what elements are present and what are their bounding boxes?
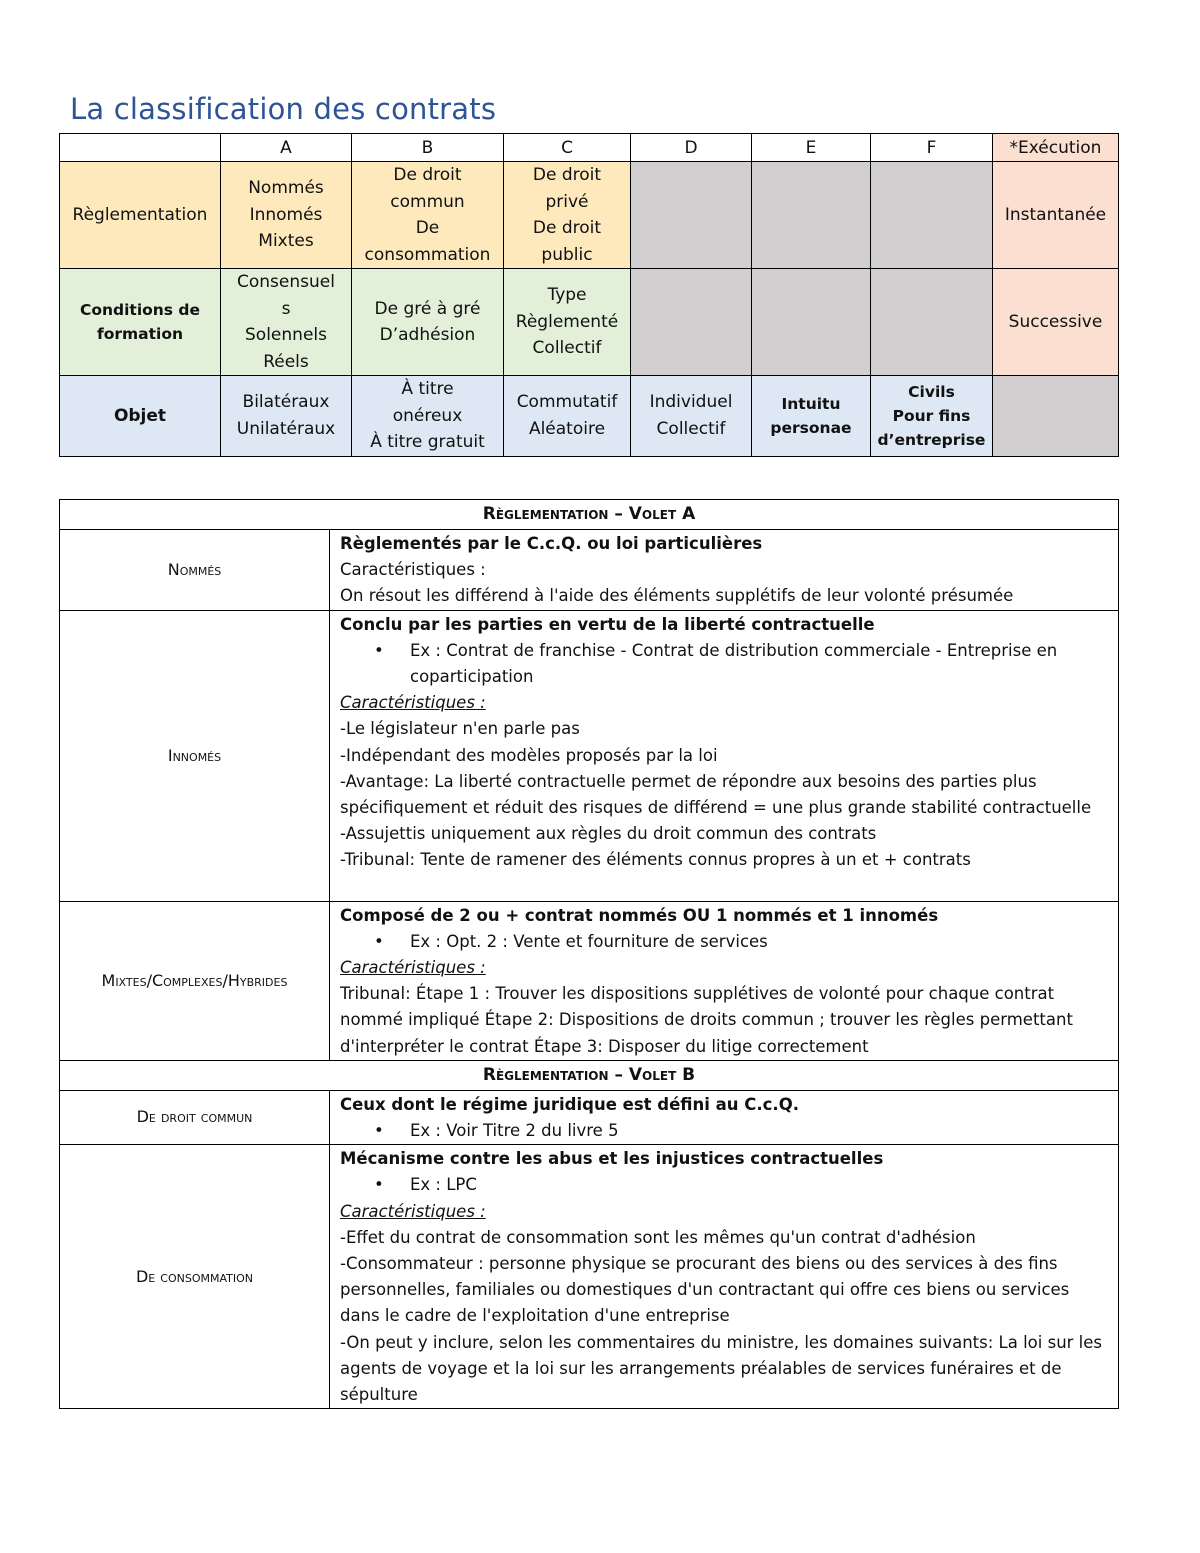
row-label-consommation: De consommation [60, 1145, 330, 1409]
row-label-innomes: Innomés [60, 610, 330, 901]
cell-empty [752, 162, 871, 269]
content-line: -Consommateur : personne physique se procurant des biens ou des services à des fins personnelles, familiales ou domestiques d'un contractant qui offre ces biens ou services dans le cadre de l'exploitation d'une entreprise [340, 1254, 1070, 1326]
content-mixtes [330, 901, 1119, 1060]
cell-line: s [281, 298, 291, 319]
cell-reglementation-a [221, 162, 352, 269]
row-conditions [60, 269, 1119, 376]
cell-line: Pour fins [892, 406, 971, 425]
detail-row-nommes [60, 530, 1119, 611]
detail-row-droit-commun [60, 1090, 1119, 1144]
content-line: -Tribunal: Tente de ramener des éléments connus propres à un et + contrats [340, 850, 971, 870]
cell-line: Unilatéraux [236, 418, 336, 439]
cell-line: D’adhésion [379, 325, 476, 345]
bullet-item [340, 638, 1110, 690]
cell-line: Règlementé [515, 311, 619, 332]
cell-line: Collectif [532, 338, 602, 359]
content-subheading: Caractéristiques : [340, 693, 486, 713]
cell-objet-a [221, 376, 352, 457]
cell-line: Innomés [249, 204, 323, 225]
cell-line: À titre gratuit [370, 432, 485, 452]
cell-line: privé [545, 191, 589, 212]
bullet-text: Ex : Voir Titre 2 du livre 5 [410, 1121, 619, 1141]
content-droit-commun [330, 1090, 1119, 1144]
header-cell: E [752, 134, 871, 162]
cell-line: Aléatoire [528, 418, 606, 439]
header-cell: B [352, 134, 504, 162]
cell-execution-instantanee: Instantanée [993, 162, 1119, 269]
cell-line: À titre [401, 379, 454, 399]
content-innomes [330, 610, 1119, 901]
cell-line: Commutatif [516, 392, 618, 413]
cell-line: Collectif [656, 418, 726, 439]
content-line: -Le législateur n'en parle pas [340, 719, 580, 739]
row-objet [60, 376, 1119, 457]
cell-line: Type [547, 285, 587, 306]
header-cell [60, 134, 221, 162]
cell-empty [871, 162, 993, 269]
header-cell: D [631, 134, 752, 162]
content-heading: Règlementés par le C.c.Q. ou loi particulières [340, 534, 763, 553]
page-title: La classification des contrats [70, 92, 497, 126]
cell-line: Réels [263, 351, 309, 372]
content-line: -On peut y inclure, selon les commentaires du ministre, les domaines suivants: La loi sur les agents de voyage et la loi sur les arrangements préalables de services funéraires et de sépulture [340, 1332, 1103, 1405]
detail-row-consommation [60, 1145, 1119, 1409]
cell-line: Conditions de [79, 301, 201, 319]
detail-row-mixtes [60, 901, 1119, 1060]
cell-objet-c [504, 376, 631, 457]
cell-line: public [541, 244, 593, 265]
section-row [60, 500, 1119, 530]
cell-line: onéreux [392, 405, 463, 426]
content-line: -Effet du contrat de consommation sont les mêmes qu'un contrat d'adhésion [340, 1227, 976, 1247]
cell-line: Civils [908, 382, 955, 401]
content-heading: Mécanisme contre les abus et les injustices contractuelles [340, 1149, 884, 1169]
content-subheading: Caractéristiques : [340, 958, 486, 978]
bullet-item [340, 1172, 1110, 1198]
row-label-reglementation: Règlementation [60, 162, 221, 269]
header-cell: C [504, 134, 631, 162]
classification-table [59, 133, 1119, 457]
row-label-droit-commun: De droit commun [60, 1090, 330, 1144]
detail-row-innomes [60, 610, 1119, 901]
row-label-objet: Objet [60, 376, 221, 457]
cell-line: De gré à gré [374, 298, 481, 319]
bullet-item [340, 929, 1110, 955]
cell-line: Consensuel [237, 272, 335, 292]
row-label-nommes: Nommés [60, 530, 330, 611]
cell-conditions-a [221, 269, 352, 376]
bullet-item [340, 1118, 1110, 1144]
bullet-icon: • [374, 1121, 384, 1141]
cell-reglementation-c [504, 162, 631, 269]
row-reglementation [60, 162, 1119, 269]
bullet-icon: • [374, 931, 384, 951]
cell-empty [631, 162, 752, 269]
content-subheading: Caractéristiques : [340, 1201, 486, 1221]
content-line: -Assujettis uniquement aux règles du droit commun des contrats [340, 824, 877, 844]
cell-empty [993, 376, 1119, 457]
detail-table [59, 499, 1119, 1409]
cell-objet-b [352, 376, 504, 457]
content-line: Caractéristiques : [340, 560, 486, 580]
content-line: Tribunal: Étape 1 : Trouver les dispositions supplétives de volonté pour chaque contrat nommé impliqué Étape 2: Dispositions de droits commun ; trouver les règles permettant d'interpréter le contrat Étape 3: Disposer du litige correctement [340, 984, 1073, 1056]
content-nommes [330, 530, 1119, 611]
section-row [60, 1060, 1119, 1090]
bullet-text: Ex : LPC [410, 1175, 477, 1195]
content-heading: Ceux dont le régime juridique est défini au C.c.Q. [340, 1094, 799, 1114]
bullet-icon: • [374, 640, 384, 660]
content-line: -Avantage: La liberté contractuelle permet de répondre aux besoins des parties plus spécifiquement et réduit des risques de différend = une plus grande stabilité contractuelle [340, 771, 1092, 818]
cell-line: consommation [364, 244, 491, 265]
cell-line: Bilatéraux [242, 392, 330, 413]
cell-empty [752, 269, 871, 376]
header-cell: A [221, 134, 352, 162]
cell-line: Solennels [245, 325, 327, 345]
content-line: On résout les différend à l'aide des éléments supplétifs de leur volonté présumée [340, 586, 1014, 606]
header-cell: F [871, 134, 993, 162]
content-line: -Indépendant des modèles proposés par la loi [340, 745, 718, 765]
cell-line: De droit [532, 218, 602, 238]
cell-execution-successive: Successive [993, 269, 1119, 376]
cell-objet-e [752, 376, 871, 457]
cell-line: Intuitu [781, 394, 841, 413]
section-heading-volet-a: Règlementation – Volet A [60, 500, 1119, 530]
cell-conditions-c [504, 269, 631, 376]
cell-objet-f [871, 376, 993, 457]
cell-objet-d [631, 376, 752, 457]
row-label-conditions [60, 269, 221, 376]
cell-line: De [415, 218, 440, 238]
cell-line: Individuel [649, 392, 733, 413]
cell-line: d’entreprise [877, 430, 986, 449]
cell-line: Mixtes [258, 231, 314, 252]
cell-empty [631, 269, 752, 376]
cell-reglementation-b [352, 162, 504, 269]
content-consommation [330, 1145, 1119, 1409]
bullet-text: Ex : Opt. 2 : Vente et fourniture de services [410, 931, 768, 951]
header-cell-execution: *Exécution [993, 134, 1119, 162]
content-heading: Conclu par les parties en vertu de la liberté contractuelle [340, 614, 875, 634]
cell-line: De droit [532, 165, 602, 185]
bullet-icon: • [374, 1175, 384, 1195]
cell-line: De droit [393, 165, 462, 185]
section-heading-volet-b: Règlementation – Volet B [60, 1060, 1119, 1090]
cell-line: formation [96, 325, 184, 343]
classification-header-row [60, 134, 1119, 162]
cell-line: commun [390, 191, 465, 212]
cell-conditions-b [352, 269, 504, 376]
bullet-text: Ex : Contrat de franchise - Contrat de distribution commerciale - Entreprise en coparticipation [410, 640, 1058, 687]
cell-line: personae [770, 418, 852, 437]
row-label-mixtes: Mixtes/Complexes/Hybrides [60, 901, 330, 1060]
cell-empty [871, 269, 993, 376]
content-heading: Composé de 2 ou + contrat nommés OU 1 nommés et 1 innomés [340, 905, 939, 925]
cell-line: Nommés [248, 178, 324, 199]
